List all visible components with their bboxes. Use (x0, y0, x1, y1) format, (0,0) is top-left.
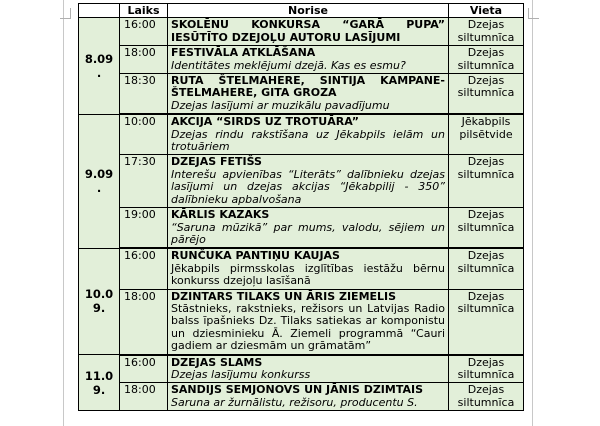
place-column-header: Vieta (449, 4, 524, 18)
date-column-header (79, 4, 120, 18)
event-place: Dzejas siltumnīca (449, 248, 524, 289)
event-description: Stāstnieks, rakstnieks, režisors un Latvijas Radio balss īpašnieks Dz. Tilaks satiekas ar komponistu un dziesminieku Ā. Ziemeli programmā “Cauri gadiem ar dziesmām un grāmatām” (171, 301, 445, 353)
table-row (79, 46, 524, 74)
event-place: Dzejas siltumnīca (449, 208, 524, 249)
event-description: Jēkabpils pirmsskolas izglītības iestāžu bērnu konkurss dzejoļu lasīšanā (171, 261, 445, 288)
page-corner-mark (528, 8, 539, 19)
event-cell (168, 208, 449, 249)
event-column-header: Norise (168, 4, 449, 18)
table-row (79, 355, 524, 383)
event-description: “Saruna mūzikā” par mums, valodu, sējiem un pārējo (171, 220, 445, 246)
event-place: Dzejas siltumnīca (449, 18, 524, 46)
event-cell (168, 383, 449, 411)
event-title: RUNČUKA PANTIŅU KAUJAS (171, 249, 340, 263)
event-time: 18:00 (120, 383, 168, 411)
event-time: 17:30 (120, 155, 168, 208)
event-description: Saruna ar žurnālistu, režisoru, producentu S. (171, 395, 418, 409)
event-cell (168, 114, 449, 155)
event-cell (168, 248, 449, 289)
event-description: Identitātes meklējumi dzejā. Kas es esmu? (171, 58, 406, 72)
table-row (79, 114, 524, 155)
event-place: Jēkabpils pilsētvide (449, 114, 524, 155)
event-cell (168, 46, 449, 74)
day-date-cell (79, 18, 120, 114)
event-place: Dzejas siltumnīca (449, 383, 524, 411)
day-date-cell (79, 248, 120, 354)
day-date: 11.0 9. (84, 368, 114, 397)
event-title: SKOLĒNU KONKURSA “GARĀ PUPA” IESŪTĪTO DZEJOĻU AUTORU LASĪJUMI (171, 18, 445, 44)
table-header-row (79, 4, 524, 18)
event-time: 18:30 (120, 74, 168, 115)
event-description: Dzejas lasījumu konkurss (171, 367, 311, 381)
event-cell (168, 18, 449, 46)
event-cell (168, 74, 449, 115)
event-title: KĀRLIS KAZAKS (171, 208, 270, 222)
day-date-cell (79, 355, 120, 411)
event-title: SANDIJS SEMJONOVS UN JĀNIS DZIMTAIS (171, 383, 424, 397)
page-corner-mark (60, 8, 71, 19)
event-time: 16:00 (120, 355, 168, 383)
event-place: Dzejas siltumnīca (449, 289, 524, 355)
table-row (79, 74, 524, 115)
event-title: FESTIVĀLA ATKLĀŠANA (171, 46, 316, 60)
day-date-cell (79, 114, 120, 248)
event-place: Dzejas siltumnīca (449, 155, 524, 208)
event-time: 18:00 (120, 46, 168, 74)
table-row (79, 208, 524, 249)
festival-schedule-table (78, 3, 524, 411)
event-description: Interešu apvienības “Literāts” dalībnieku dzejas lasījumi un dzejas akcijas “Jēkabpilij - 350” dalībnieku apbalvošana (171, 167, 445, 206)
event-place: Dzejas siltumnīca (449, 74, 524, 115)
event-time: 10:00 (120, 114, 168, 155)
event-time: 18:00 (120, 289, 168, 355)
table-row (79, 155, 524, 208)
event-place: Dzejas siltumnīca (449, 46, 524, 74)
event-title: DZEJAS SLAMS (171, 355, 263, 369)
day-date: 8.09 . (84, 52, 114, 81)
event-cell (168, 289, 449, 355)
event-time: 16:00 (120, 248, 168, 289)
event-title: RUTA ŠTELMAHERE, SINTIJA KAMPANE-ŠTELMAHERE, GITA GROZA (171, 74, 445, 100)
table-row (79, 248, 524, 289)
event-description: Dzejas lasījumi ar muzikālu pavadījumu (171, 98, 390, 112)
event-title: DZEJAS FETIŠS (171, 155, 262, 169)
table-row (79, 18, 524, 46)
day-date: 9.09 . (84, 167, 114, 196)
event-cell (168, 355, 449, 383)
time-column-header: Laiks (120, 4, 168, 18)
event-cell (168, 155, 449, 208)
event-title: DZINTARS TILAKS UN ĀRIS ZIEMELIS (171, 289, 397, 303)
event-place: Dzejas siltumnīca (449, 355, 524, 383)
table-row (79, 289, 524, 355)
event-time: 16:00 (120, 18, 168, 46)
event-title: AKCIJA “SIRDS UZ TROTUĀRA” (171, 115, 359, 129)
day-date: 10.0 9. (84, 287, 114, 316)
event-description: Dzejas rindu rakstīšana uz Jēkabpils ielām un trotuāriem (171, 127, 445, 154)
event-time: 19:00 (120, 208, 168, 249)
table-row (79, 383, 524, 411)
